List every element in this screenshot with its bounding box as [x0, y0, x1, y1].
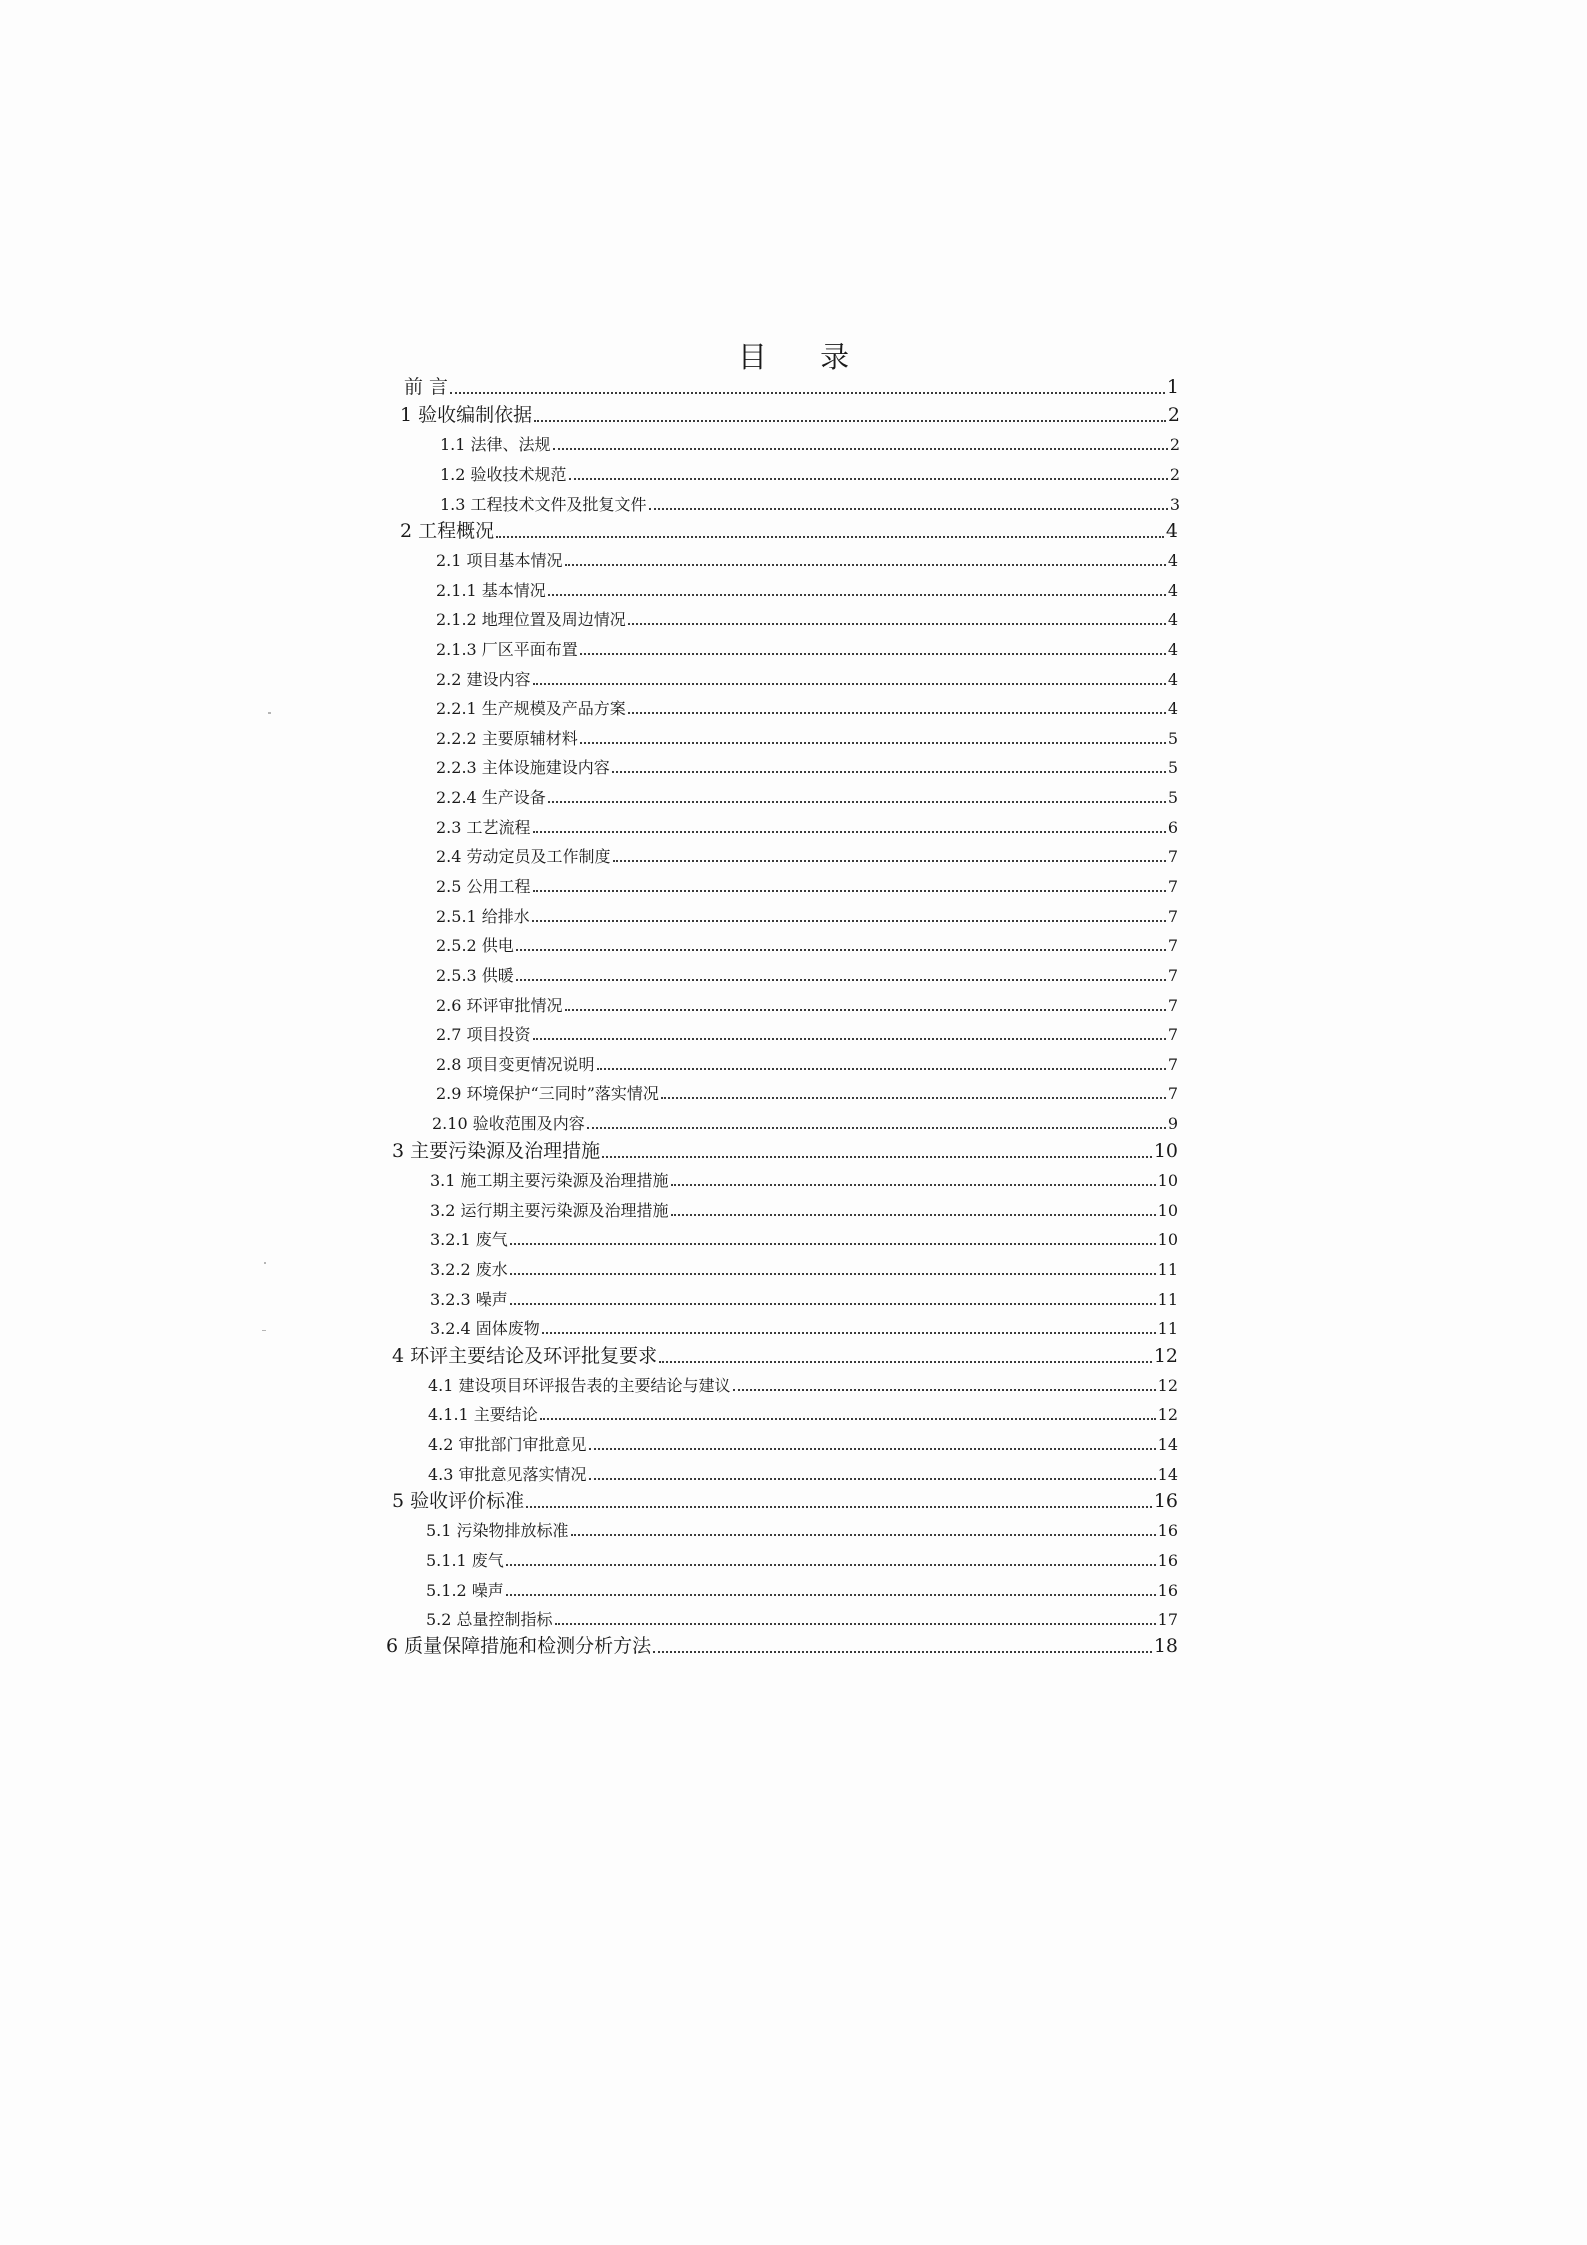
toc-leader: [533, 1038, 1166, 1040]
toc-entry[interactable]: [430, 1262, 1178, 1278]
toc-entry-label: 3.2.4 固体废物: [430, 1319, 540, 1338]
toc-leader: [661, 1097, 1166, 1099]
toc-entry-page: 10: [1153, 1140, 1178, 1162]
toc-entry-label: 2.4 劳动定员及工作制度: [436, 847, 611, 866]
toc-leader: [565, 564, 1166, 566]
toc-entry-label: 3.2.3 噪声: [430, 1290, 508, 1309]
toc-entry[interactable]: [436, 1086, 1178, 1102]
toc-entry-page: 9: [1167, 1114, 1178, 1133]
toc-leader: [653, 1651, 1152, 1653]
toc-entry-page: 4: [1167, 640, 1178, 659]
toc-entry[interactable]: [436, 731, 1178, 747]
toc-leader: [580, 742, 1166, 744]
toc-leader: [555, 1623, 1156, 1625]
toc-leader: [496, 536, 1164, 538]
toc-entry[interactable]: [436, 612, 1178, 628]
toc-entry-page: 17: [1157, 1610, 1178, 1629]
toc-entry[interactable]: [436, 790, 1178, 806]
toc-entry-page: 18: [1153, 1635, 1178, 1657]
toc-entry-page: 4: [1165, 520, 1178, 542]
toc-entry-label: 2.2.4 生产设备: [436, 788, 546, 807]
toc-leader: [534, 420, 1166, 422]
toc-entry-page: 11: [1157, 1290, 1178, 1309]
toc-entry-page: 7: [1167, 1055, 1178, 1074]
toc-entry-label: 3.1 施工期主要污染源及治理措施: [430, 1171, 669, 1190]
toc-entry-label: 4.1 建设项目环评报告表的主要结论与建议: [428, 1376, 731, 1395]
toc-entry-label: 1.2 验收技术规范: [440, 465, 567, 484]
toc-leader: [602, 1156, 1152, 1158]
toc-entry[interactable]: [428, 1437, 1178, 1453]
toc-entry-page: 4: [1167, 699, 1178, 718]
toc-entry[interactable]: [436, 909, 1178, 925]
toc-entry-page: 11: [1157, 1319, 1178, 1338]
toc-entry-page: 7: [1167, 877, 1178, 896]
toc-entry-label: 2.5.3 供暖: [436, 966, 514, 985]
toc-entry-label: 2 工程概况: [400, 520, 495, 542]
toc-entry-page: 4: [1167, 551, 1178, 570]
toc-entry-page: 14: [1157, 1465, 1178, 1484]
scan-speck: [268, 712, 271, 714]
toc-leader: [533, 890, 1166, 892]
toc-entry-label: 2.10 验收范围及内容: [432, 1114, 585, 1133]
toc-entry[interactable]: [428, 1467, 1178, 1483]
toc-leader: [542, 1332, 1156, 1334]
toc-entry-label: 2.2.3 主体设施建设内容: [436, 758, 610, 777]
toc-entry-page: 4: [1167, 610, 1178, 629]
toc-entry-label: 4.3 审批意见落实情况: [428, 1465, 587, 1484]
toc-entry[interactable]: [440, 497, 1180, 513]
toc-leader: [613, 860, 1166, 862]
toc-entry-label: 2.1.1 基本情况: [436, 581, 546, 600]
toc-leader: [612, 771, 1166, 773]
toc-leader: [589, 1478, 1156, 1480]
toc-entry-label: 5.1 污染物排放标准: [426, 1521, 569, 1540]
toc-entry[interactable]: [436, 672, 1178, 688]
toc-leader: [516, 949, 1166, 951]
toc-leader: [516, 979, 1166, 981]
toc-leader: [533, 831, 1166, 833]
toc-entry-page: 7: [1167, 966, 1178, 985]
toc-entry[interactable]: [426, 1553, 1178, 1569]
toc-entry-page: 4: [1167, 581, 1178, 600]
toc-entry-page: 7: [1167, 1084, 1178, 1103]
toc-entry-label: 2.3 工艺流程: [436, 818, 531, 837]
toc-entry[interactable]: [428, 1407, 1178, 1423]
scan-speck: [262, 1330, 266, 1331]
toc-entry[interactable]: [436, 583, 1178, 599]
toc-entry-label: 前 言: [404, 376, 449, 398]
toc-entry-page: 2: [1167, 404, 1180, 426]
toc-entry-label: 2.7 项目投资: [436, 1025, 531, 1044]
toc-entry-page: 14: [1157, 1435, 1178, 1454]
toc-entry-label: 2.5.1 给排水: [436, 907, 530, 926]
toc-entry-page: 7: [1167, 1025, 1178, 1044]
toc-entry[interactable]: [436, 968, 1178, 984]
toc-entry-label: 4 环评主要结论及环评批复要求: [392, 1345, 658, 1367]
toc-leader: [580, 653, 1166, 655]
toc-entry-page: 16: [1157, 1581, 1178, 1600]
toc-entry-page: 1: [1166, 376, 1179, 398]
toc-entry-page: 10: [1157, 1230, 1178, 1249]
toc-entry[interactable]: [400, 406, 1180, 425]
page-title: 目 录: [737, 340, 872, 374]
toc-entry[interactable]: [436, 760, 1178, 776]
toc-entry[interactable]: [436, 1027, 1178, 1043]
toc-entry-label: 2.9 环境保护“三同时”落实情况: [436, 1084, 659, 1103]
toc-entry-page: 16: [1157, 1521, 1178, 1540]
toc-entry[interactable]: [392, 1347, 1178, 1366]
toc-entry-label: 1 验收编制依据: [400, 404, 533, 426]
toc-leader: [571, 1534, 1156, 1536]
toc-entry-page: 5: [1167, 758, 1178, 777]
toc-entry-label: 2.2.2 主要原辅材料: [436, 729, 578, 748]
toc-entry[interactable]: [426, 1612, 1178, 1628]
toc-entry[interactable]: [392, 1492, 1178, 1511]
toc-entry-page: 12: [1157, 1405, 1178, 1424]
toc-entry-page: 10: [1157, 1171, 1178, 1190]
toc-entry[interactable]: [392, 1142, 1178, 1161]
toc-entry-label: 3 主要污染源及治理措施: [392, 1140, 601, 1162]
toc-leader: [671, 1184, 1156, 1186]
toc-leader: [733, 1389, 1156, 1391]
toc-entry[interactable]: [436, 938, 1178, 954]
toc-entry-label: 5 验收评价标准: [392, 1490, 525, 1512]
toc-entry[interactable]: [430, 1321, 1178, 1337]
toc-leader: [649, 508, 1168, 510]
toc-entry-label: 2.2.1 生产规模及产品方案: [436, 699, 626, 718]
toc-entry-label: 3.2.1 废气: [430, 1230, 508, 1249]
toc-entry[interactable]: [430, 1232, 1178, 1248]
toc-entry-page: 4: [1167, 670, 1178, 689]
toc-entry[interactable]: [436, 820, 1178, 836]
toc-entry[interactable]: [386, 1637, 1178, 1656]
toc-entry[interactable]: [432, 1116, 1178, 1132]
toc-entry-label: 4.2 审批部门审批意见: [428, 1435, 587, 1454]
toc-entry[interactable]: [400, 522, 1178, 541]
toc-entry[interactable]: [428, 1378, 1178, 1394]
toc-entry-page: 12: [1153, 1345, 1178, 1367]
toc-entry-page: 5: [1167, 729, 1178, 748]
toc-entry-label: 6 质量保障措施和检测分析方法: [386, 1635, 652, 1657]
toc-leader: [450, 392, 1165, 394]
toc-entry[interactable]: [436, 879, 1178, 895]
toc-entry-page: 7: [1167, 996, 1178, 1015]
scan-speck: [264, 1262, 266, 1264]
toc-entry[interactable]: [404, 378, 1179, 397]
toc-leader: [510, 1243, 1156, 1245]
toc-entry[interactable]: [426, 1583, 1178, 1599]
toc-entry-page: 12: [1157, 1376, 1178, 1395]
toc-entry-page: 16: [1153, 1490, 1178, 1512]
toc-leader: [553, 448, 1168, 450]
toc-entry-page: 2: [1169, 435, 1180, 454]
toc-leader: [533, 683, 1166, 685]
toc-entry-label: 5.1.2 噪声: [426, 1581, 504, 1600]
toc-entry[interactable]: [426, 1523, 1178, 1539]
toc-entry-label: 2.5 公用工程: [436, 877, 531, 896]
toc-leader: [628, 712, 1166, 714]
toc-entry-page: 6: [1167, 818, 1178, 837]
toc-entry[interactable]: [436, 998, 1178, 1014]
toc-entry-label: 3.2 运行期主要污染源及治理措施: [430, 1201, 669, 1220]
toc-entry-page: 7: [1167, 847, 1178, 866]
toc-entry-label: 2.1.3 厂区平面布置: [436, 640, 578, 659]
toc-entry[interactable]: [436, 1057, 1178, 1073]
toc-entry-page: 2: [1169, 465, 1180, 484]
toc-leader: [659, 1361, 1152, 1363]
toc-entry-label: 5.1.1 废气: [426, 1551, 504, 1570]
toc-entry[interactable]: [436, 849, 1178, 865]
toc-entry[interactable]: [430, 1173, 1178, 1189]
toc-entry-label: 2.1 项目基本情况: [436, 551, 563, 570]
toc-leader: [510, 1273, 1156, 1275]
toc-entry[interactable]: [440, 437, 1180, 453]
toc-leader: [569, 478, 1168, 480]
toc-entry-label: 4.1.1 主要结论: [428, 1405, 538, 1424]
toc-entry-label: 2.5.2 供电: [436, 936, 514, 955]
toc-entry-label: 2.6 环评审批情况: [436, 996, 563, 1015]
toc-leader: [671, 1214, 1156, 1216]
toc-entry-label: 5.2 总量控制指标: [426, 1610, 553, 1629]
toc-entry-label: 1.1 法律、法规: [440, 435, 551, 454]
toc-entry[interactable]: [436, 642, 1178, 658]
toc-entry-page: 7: [1167, 936, 1178, 955]
toc-entry-label: 2.1.2 地理位置及周边情况: [436, 610, 626, 629]
toc-entry[interactable]: [430, 1203, 1178, 1219]
toc-entry[interactable]: [436, 553, 1178, 569]
toc-leader: [587, 1127, 1166, 1129]
toc-entry-label: 3.2.2 废水: [430, 1260, 508, 1279]
toc-entry[interactable]: [440, 467, 1180, 483]
toc-entry[interactable]: [436, 701, 1178, 717]
toc-leader: [565, 1009, 1166, 1011]
toc-entry-page: 10: [1157, 1201, 1178, 1220]
toc-leader: [510, 1303, 1156, 1305]
toc-entry-page: 3: [1169, 495, 1180, 514]
toc-entry-page: 11: [1157, 1260, 1178, 1279]
toc-entry-page: 7: [1167, 907, 1178, 926]
toc-entry-page: 16: [1157, 1551, 1178, 1570]
toc-entry-label: 2.2 建设内容: [436, 670, 531, 689]
toc-entry-label: 2.8 项目变更情况说明: [436, 1055, 595, 1074]
toc-leader: [540, 1418, 1156, 1420]
toc-leader: [526, 1506, 1152, 1508]
toc-leader: [597, 1068, 1166, 1070]
toc-leader: [548, 801, 1166, 803]
toc-leader: [506, 1564, 1156, 1566]
toc-entry[interactable]: [430, 1292, 1178, 1308]
toc-leader: [548, 594, 1166, 596]
toc-leader: [589, 1448, 1156, 1450]
toc-leader: [532, 920, 1166, 922]
toc-entry-page: 5: [1167, 788, 1178, 807]
toc-leader: [506, 1594, 1156, 1596]
toc-entry-label: 1.3 工程技术文件及批复文件: [440, 495, 647, 514]
toc-leader: [628, 623, 1166, 625]
